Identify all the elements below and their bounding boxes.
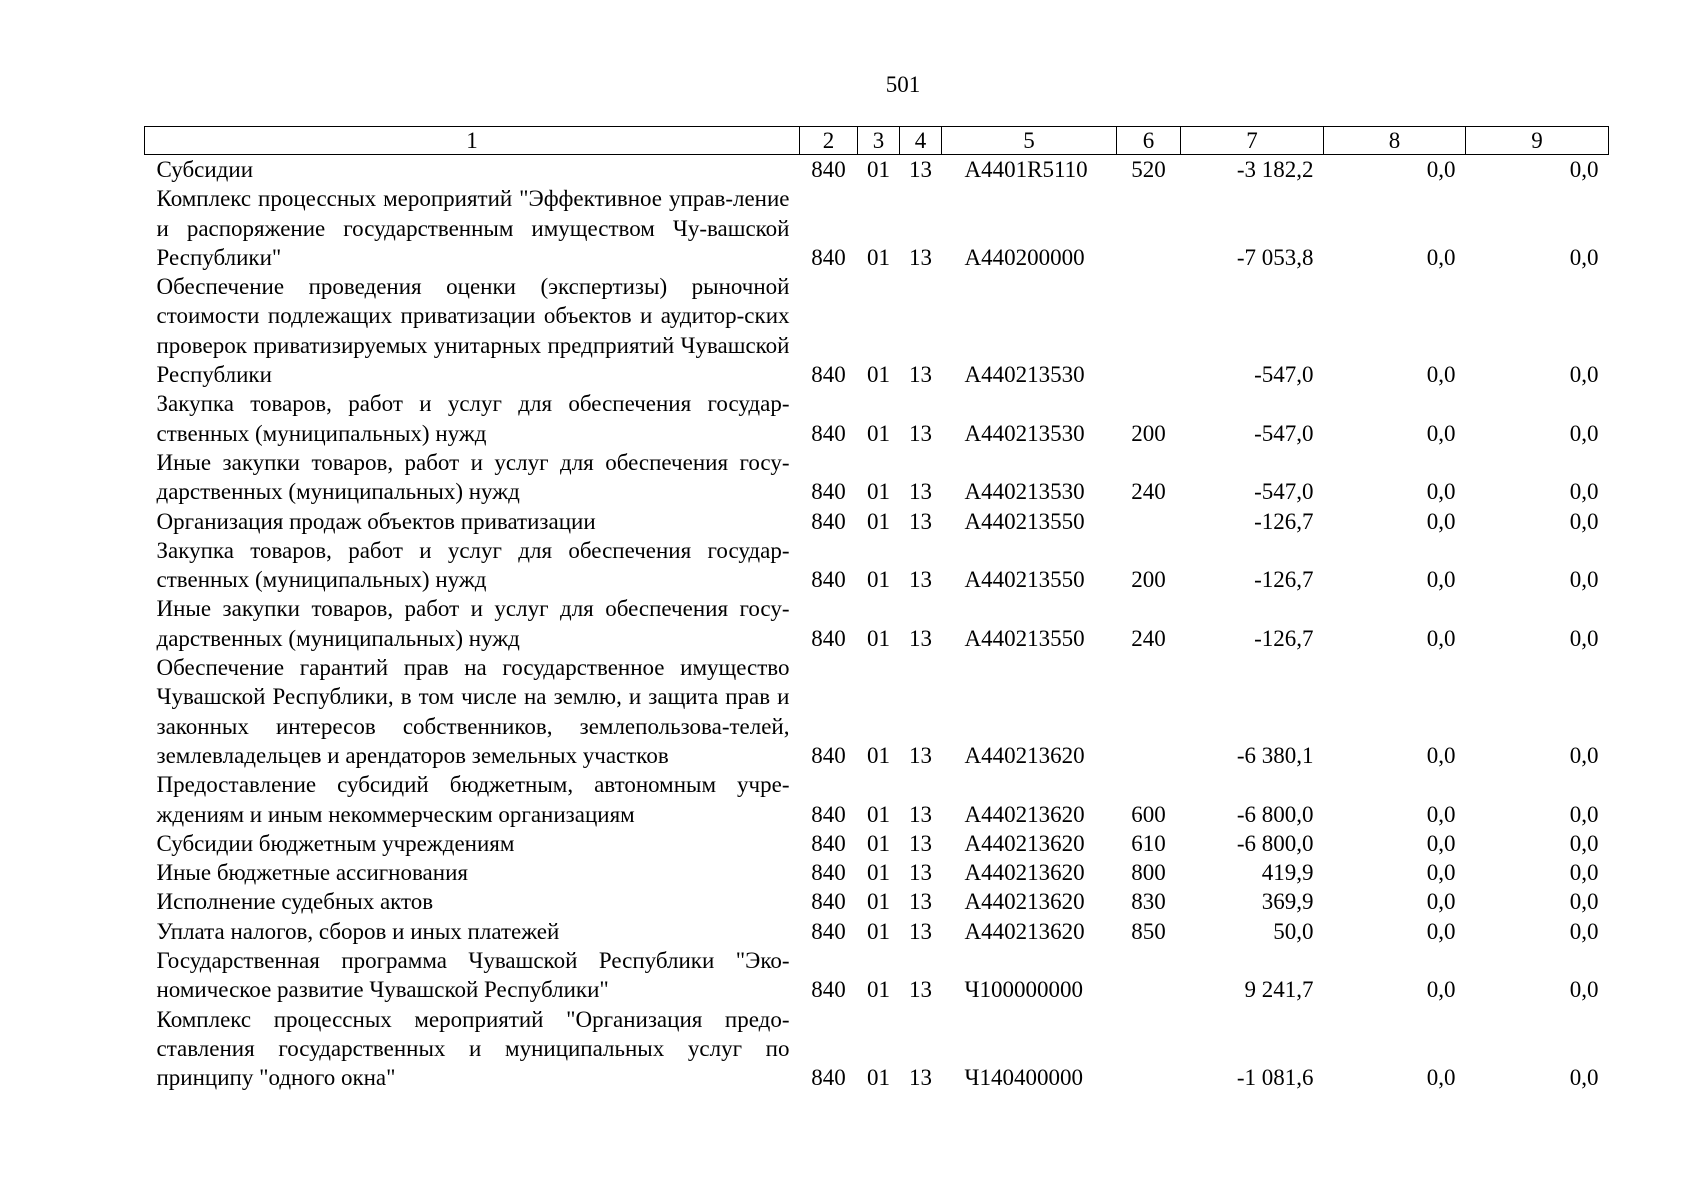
amount-cell: 9 241,7	[1244, 977, 1314, 1003]
table-row	[145, 155, 1609, 185]
expense-type-cell: 800	[1131, 860, 1166, 886]
expense-type-cell: 200	[1131, 567, 1166, 593]
section-cell: 01	[867, 244, 890, 270]
section-cell: 01	[867, 567, 890, 593]
page-number: 501	[885, 72, 921, 97]
amount-cell: 0,0	[1569, 1065, 1599, 1091]
amount-cell: -1 081,6	[1236, 1065, 1314, 1091]
row-name-cell: Государственная программа Чувашской Республики "Эко-номическое развитие Чувашской Республики"	[156, 948, 790, 1003]
amount-cell: 0,0	[1426, 860, 1456, 886]
subsection-cell: 13	[909, 742, 932, 768]
column-header: 7	[1181, 127, 1324, 155]
amount-cell: 0,0	[1426, 918, 1456, 944]
amount-cell: 0,0	[1569, 625, 1599, 651]
section-cell: 01	[867, 362, 890, 388]
subsection-cell: 13	[909, 567, 932, 593]
row-name-cell: Закупка товаров, работ и услуг для обеспечения государ-ственных (муниципальных) нужд	[156, 537, 790, 593]
subsection-cell: 13	[909, 244, 932, 270]
amount-cell: -6 800,0	[1236, 830, 1314, 856]
amount-cell: 50,0	[1273, 918, 1314, 944]
table-row	[145, 858, 1609, 887]
row-name-cell: Субсидии бюджетным учреждениям	[156, 830, 515, 856]
row-name-cell: Обеспечение проведения оценки (экспертизы) рыночной стоимости подлежащих приватизации объектов и аудитор-ских проверок приватизируемых унитарных предприятий Чувашской Республики	[156, 274, 790, 388]
amount-cell: -6 380,1	[1236, 742, 1314, 768]
amount-cell: 0,0	[1569, 420, 1599, 446]
row-name-cell: Комплекс процессных мероприятий "Организация предо-ставления государственных и муниципальных услуг по принципу "одного окна"	[156, 1006, 790, 1091]
table-header	[145, 127, 1609, 155]
expense-type-cell	[1117, 1005, 1181, 1093]
target-article-cell: А440213550	[964, 625, 1085, 651]
expense-type-cell: 240	[1131, 479, 1166, 505]
target-article-cell: А440213530	[964, 479, 1085, 505]
code-cell: 840	[811, 830, 846, 856]
amount-cell: 0,0	[1569, 830, 1599, 856]
column-header: 4	[900, 127, 942, 155]
table-row	[145, 653, 1609, 770]
section-cell: 01	[867, 830, 890, 856]
target-article-cell: А440213620	[964, 860, 1085, 886]
table-row	[145, 917, 1609, 946]
code-cell: 840	[811, 244, 846, 270]
code-cell: 840	[811, 801, 846, 827]
amount-cell: 0,0	[1426, 362, 1456, 388]
section-cell: 01	[867, 508, 890, 534]
row-name-cell: Субсидии	[156, 157, 254, 182]
column-header: 9	[1466, 127, 1609, 155]
subsection-cell: 13	[909, 157, 932, 182]
row-name-cell: Иные бюджетные ассигнования	[156, 860, 468, 886]
subsection-cell: 13	[909, 625, 932, 651]
amount-cell: -7 053,8	[1236, 244, 1314, 270]
code-cell: 840	[811, 479, 846, 505]
target-article-cell: Ч140400000	[964, 1065, 1083, 1091]
code-cell: 840	[811, 742, 846, 768]
code-cell: 840	[811, 420, 846, 446]
target-article-cell: А440213530	[964, 362, 1085, 388]
amount-cell: 0,0	[1426, 420, 1456, 446]
expense-type-cell	[1117, 184, 1181, 272]
code-cell: 840	[811, 362, 846, 388]
section-cell: 01	[867, 742, 890, 768]
row-name-cell: Иные закупки товаров, работ и услуг для обеспечения госу-дарственных (муниципальных) нужд	[156, 449, 790, 505]
table-row	[145, 507, 1609, 536]
code-cell: 840	[811, 567, 846, 593]
subsection-cell: 13	[909, 977, 932, 1003]
section-cell: 01	[867, 889, 890, 915]
expense-type-cell	[1117, 946, 1181, 1005]
expense-type-cell: 240	[1131, 625, 1166, 651]
amount-cell: 0,0	[1569, 157, 1599, 182]
table-row	[145, 594, 1609, 653]
section-cell: 01	[867, 157, 890, 182]
amount-cell: 0,0	[1569, 977, 1599, 1003]
table-row	[145, 946, 1609, 1005]
amount-cell: 0,0	[1569, 801, 1599, 827]
target-article-cell: А440213550	[964, 508, 1085, 534]
target-article-cell: А440213620	[964, 918, 1085, 944]
amount-cell: 0,0	[1426, 625, 1456, 651]
target-article-cell: А4401R5110	[964, 157, 1088, 182]
amount-cell: 0,0	[1426, 889, 1456, 915]
expense-type-cell: 850	[1131, 918, 1166, 944]
amount-cell: 0,0	[1426, 742, 1456, 768]
section-cell: 01	[867, 1065, 890, 1091]
column-header: 3	[858, 127, 900, 155]
row-name-cell: Предоставление субсидий бюджетным, автономным учре-ждениям и иным некоммерческим организациям	[156, 772, 790, 827]
table-row	[145, 272, 1609, 389]
amount-cell: 0,0	[1569, 508, 1599, 534]
target-article-cell: А440213620	[964, 830, 1085, 856]
table-row	[145, 184, 1609, 272]
code-cell: 840	[811, 860, 846, 886]
expense-type-cell	[1117, 653, 1181, 770]
table-row	[145, 536, 1609, 595]
amount-cell: 419,9	[1261, 860, 1314, 886]
column-header: 8	[1324, 127, 1466, 155]
code-cell: 840	[811, 977, 846, 1003]
amount-cell: 0,0	[1569, 362, 1599, 388]
target-article-cell: А440200000	[964, 244, 1085, 270]
amount-cell: 369,9	[1261, 889, 1314, 915]
target-article-cell: А440213550	[964, 567, 1085, 593]
target-article-cell: А440213620	[964, 801, 1085, 827]
amount-cell: 0,0	[1569, 889, 1599, 915]
subsection-cell: 13	[909, 889, 932, 915]
amount-cell: 0,0	[1569, 244, 1599, 270]
amount-cell: 0,0	[1426, 830, 1456, 856]
amount-cell: -547,0	[1254, 479, 1314, 505]
expense-type-cell: 200	[1131, 420, 1166, 446]
column-header: 2	[800, 127, 858, 155]
table-row	[145, 770, 1609, 829]
amount-cell: 0,0	[1569, 567, 1599, 593]
code-cell: 840	[811, 918, 846, 944]
table-body	[145, 155, 1609, 1093]
expense-type-cell: 520	[1131, 157, 1166, 182]
amount-cell: 0,0	[1569, 860, 1599, 886]
amount-cell: -126,7	[1254, 567, 1314, 593]
subsection-cell: 13	[909, 479, 932, 505]
amount-cell: 0,0	[1426, 157, 1456, 182]
row-name-cell: Иные закупки товаров, работ и услуг для обеспечения госу-дарственных (муниципальных) нужд	[156, 596, 790, 651]
row-name-cell: Обеспечение гарантий прав на государственное имущество Чувашской Республики, в том числе на землю, и защита прав и законных интересов собственников, землепользова-телей, землевладельцев и арендаторов земельных участков	[156, 655, 790, 768]
section-cell: 01	[867, 860, 890, 886]
amount-cell: 0,0	[1426, 244, 1456, 270]
target-article-cell: А440213620	[964, 742, 1085, 768]
section-cell: 01	[867, 977, 890, 1003]
amount-cell: 0,0	[1426, 801, 1456, 827]
target-article-cell: А440213530	[964, 420, 1085, 446]
expense-type-cell	[1117, 507, 1181, 536]
amount-cell: 0,0	[1569, 479, 1599, 505]
section-cell: 01	[867, 420, 890, 446]
section-cell: 01	[867, 479, 890, 505]
code-cell: 840	[811, 157, 846, 182]
amount-cell: -126,7	[1254, 508, 1314, 534]
code-cell: 840	[811, 889, 846, 915]
amount-cell: 0,0	[1426, 977, 1456, 1003]
target-article-cell: А440213620	[964, 889, 1085, 915]
column-header: 1	[145, 127, 800, 155]
code-cell: 840	[811, 508, 846, 534]
amount-cell: 0,0	[1426, 479, 1456, 505]
table-row	[145, 389, 1609, 448]
budget-table	[144, 126, 1609, 1093]
amount-cell: 0,0	[1426, 508, 1456, 534]
section-cell: 01	[867, 918, 890, 944]
column-header: 5	[942, 127, 1117, 155]
expense-type-cell: 600	[1131, 801, 1166, 827]
header-row	[145, 127, 1609, 155]
column-header: 6	[1117, 127, 1181, 155]
row-name-cell: Уплата налогов, сборов и иных платежей	[156, 918, 560, 944]
amount-cell: -547,0	[1254, 362, 1314, 388]
amount-cell: -6 800,0	[1236, 801, 1314, 827]
section-cell: 01	[867, 625, 890, 651]
amount-cell: 0,0	[1569, 742, 1599, 768]
subsection-cell: 13	[909, 1065, 932, 1091]
amount-cell: 0,0	[1426, 1065, 1456, 1091]
amount-cell: -3 182,2	[1236, 157, 1314, 182]
row-name-cell: Комплекс процессных мероприятий "Эффективное управ-ление и распоряжение государственным имуществом Чу-вашской Республики"	[156, 186, 790, 270]
subsection-cell: 13	[909, 362, 932, 388]
subsection-cell: 13	[909, 918, 932, 944]
target-article-cell: Ч100000000	[964, 977, 1083, 1003]
row-name-cell: Исполнение судебных актов	[156, 889, 434, 915]
section-cell: 01	[867, 801, 890, 827]
amount-cell: 0,0	[1569, 918, 1599, 944]
subsection-cell: 13	[909, 508, 932, 534]
code-cell: 840	[811, 625, 846, 651]
subsection-cell: 13	[909, 420, 932, 446]
row-name-cell: Организация продаж объектов приватизации	[156, 508, 596, 534]
subsection-cell: 13	[909, 830, 932, 856]
expense-type-cell: 610	[1131, 830, 1166, 856]
amount-cell: -126,7	[1254, 625, 1314, 651]
amount-cell: -547,0	[1254, 420, 1314, 446]
table-row	[145, 1005, 1609, 1093]
subsection-cell: 13	[909, 860, 932, 886]
subsection-cell: 13	[909, 801, 932, 827]
table-row	[145, 829, 1609, 858]
expense-type-cell: 830	[1131, 889, 1166, 915]
table-row	[145, 887, 1609, 916]
table-row	[145, 448, 1609, 507]
expense-type-cell	[1117, 272, 1181, 389]
amount-cell: 0,0	[1426, 567, 1456, 593]
code-cell: 840	[811, 1065, 846, 1091]
row-name-cell: Закупка товаров, работ и услуг для обеспечения государ-ственных (муниципальных) нужд	[156, 391, 790, 446]
